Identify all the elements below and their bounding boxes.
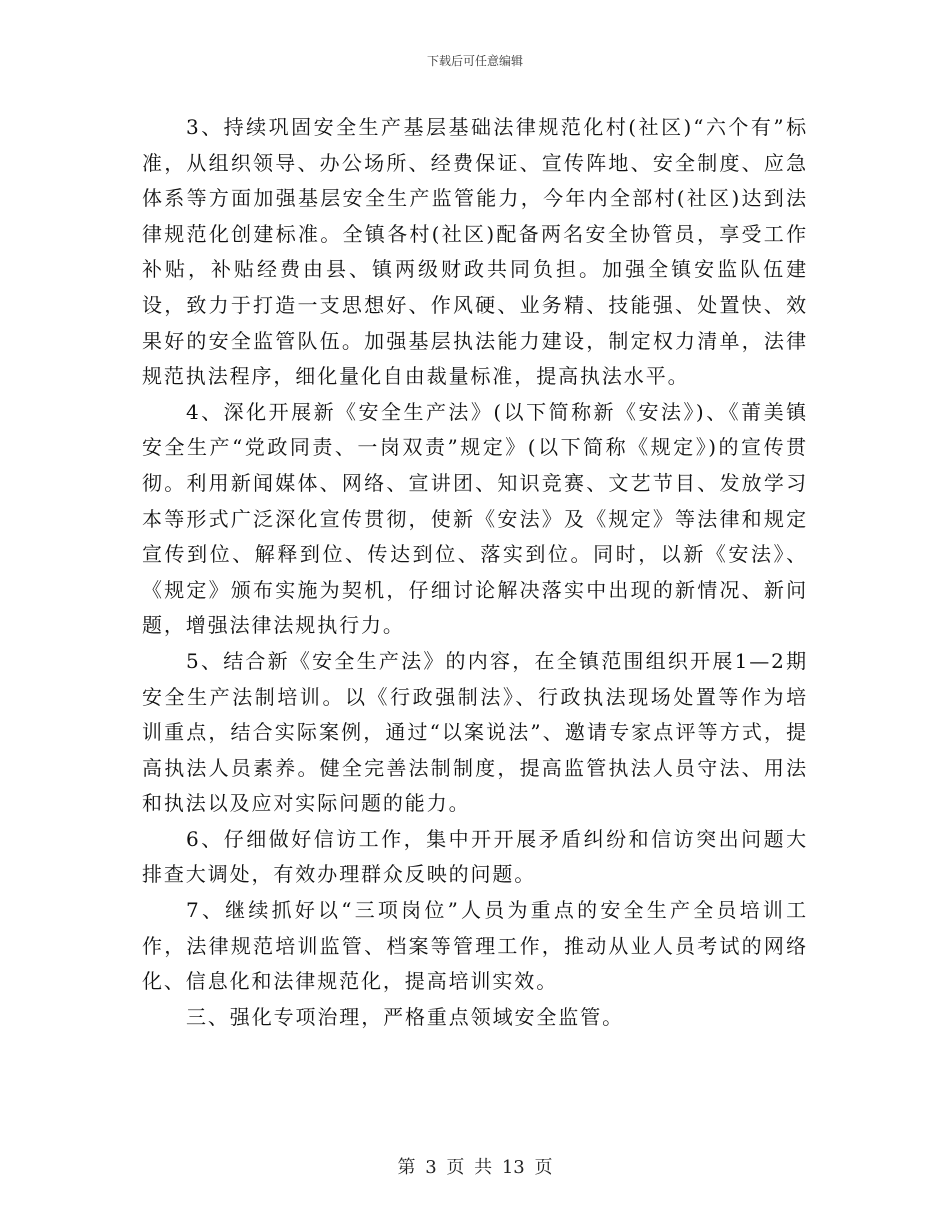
page-number-footer: 第 3 页 共 13 页 xyxy=(397,1157,553,1178)
page-header: 下载后可任意编辑 xyxy=(426,54,523,68)
document-body xyxy=(142,110,808,1035)
section-heading-3: 三、强化专项治理，严格重点领域安全监管。 xyxy=(186,1004,624,1029)
paragraph-item-5: 5、结合新《安全生产法》的内容，在全镇范围组织开展1—2期安全生产法制培训。以《行政强制法》、行政执法现场处置等作为培训重点，结合实际案例，通过“以案说法”、邀请专家点评等方式，提高执法人员素养。健全完善法制制度，提高监管执法人员守法、用法和执法以及应对实际问题的能力。 xyxy=(142,648,808,816)
paragraph-item-7: 7、继续抓好以“三项岗位”人员为重点的安全生产全员培训工作，法律规范培训监管、档案等管理工作，推动从业人员考试的网络化、信息化和法律规范化，提高培训实效。 xyxy=(142,898,808,994)
paragraph-item-6: 6、仔细做好信访工作，集中开开展矛盾纠纷和信访突出问题大排查大调处，有效办理群众反映的问题。 xyxy=(142,826,808,887)
paragraph-item-4: 4、深化开展新《安全生产法》(以下简称新《安法》)、《莆美镇安全生产“党政同责、一岗双责”规定》(以下简称《规定》)的宣传贯彻。利用新闻媒体、网络、宣讲团、知识竞赛、文艺节目、发放学习本等形式广泛深化宣传贯彻，使新《安法》及《规定》等法律和规定宣传到位、解释到位、传达到位、落实到位。同时，以新《安法》、《规定》颁布实施为契机，仔细讨论解决落实中出现的新情况、新问题，增强法律法规执行力。 xyxy=(142,399,808,638)
paragraph-item-3: 3、持续巩固安全生产基层基础法律规范化村(社区)“六个有”标准，从组织领导、办公场所、经费保证、宣传阵地、安全制度、应急体系等方面加强基层安全生产监管能力，今年内全部村(社区)达到法律规范化创建标准。全镇各村(社区)配备两名安全协管员，享受工作补贴，补贴经费由县、镇两级财政共同负担。加强全镇安监队伍建设，致力于打造一支思想好、作风硬、业务精、技能强、处置快、效果好的安全监管队伍。加强基层执法能力建设，制定权力清单，法律规范执法程序，细化量化自由裁量标准，提高执法水平。 xyxy=(142,115,808,389)
